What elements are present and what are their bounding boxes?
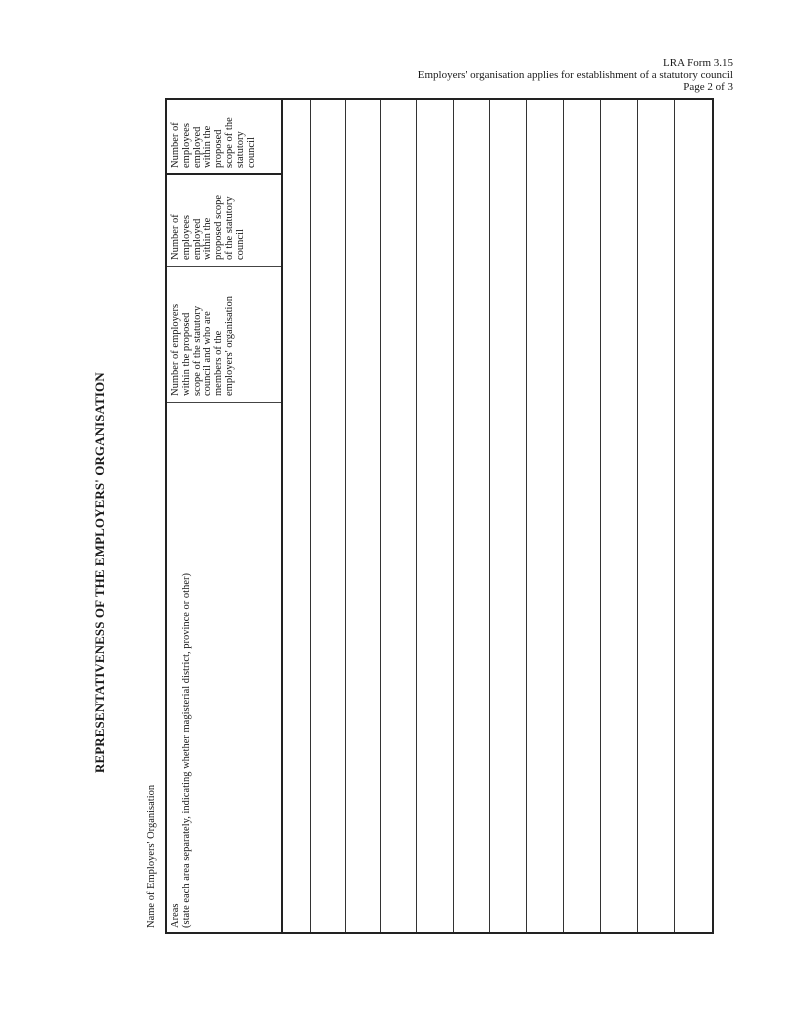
form-header [418,57,733,93]
column-separator [167,402,283,403]
row-line [563,100,564,932]
row-line [674,100,675,932]
row-line [600,100,601,932]
row-line [489,100,490,932]
row-line [380,100,381,932]
representativeness-table [165,98,714,934]
column-separator [167,266,283,267]
page-indicator: Page 2 of 3 [683,81,733,93]
employers-organisation-name-label: Name of Employers' Organisation [146,784,157,928]
row-line [310,100,311,932]
document-title: REPRESENTATIVENESS OF THE EMPLOYERS' ORGANISATION [92,372,107,773]
row-line [526,100,527,932]
column-header-areas: Areas (state each area separately, indicating whether magisterial district, province or other) [170,573,192,928]
column-header-employees-total: Number of employees employed within the proposed scope of the statutory council [170,117,257,168]
row-line [453,100,454,932]
row-line [345,100,346,932]
column-header-employers-members: Number of employers within the proposed scope of the statutory council and who are members of the employers' organisation [170,296,235,396]
column-header-employees-by-members: Number of employees employed within the proposed scope of the statutory council [170,194,246,260]
row-line [637,100,638,932]
form-subtitle: Employers' organisation applies for establishment of a statutory council [417,69,733,81]
row-line [416,100,417,932]
form-number: LRA Form 3.15 [663,57,733,69]
header-row-divider [281,100,283,932]
column-separator [167,173,283,175]
